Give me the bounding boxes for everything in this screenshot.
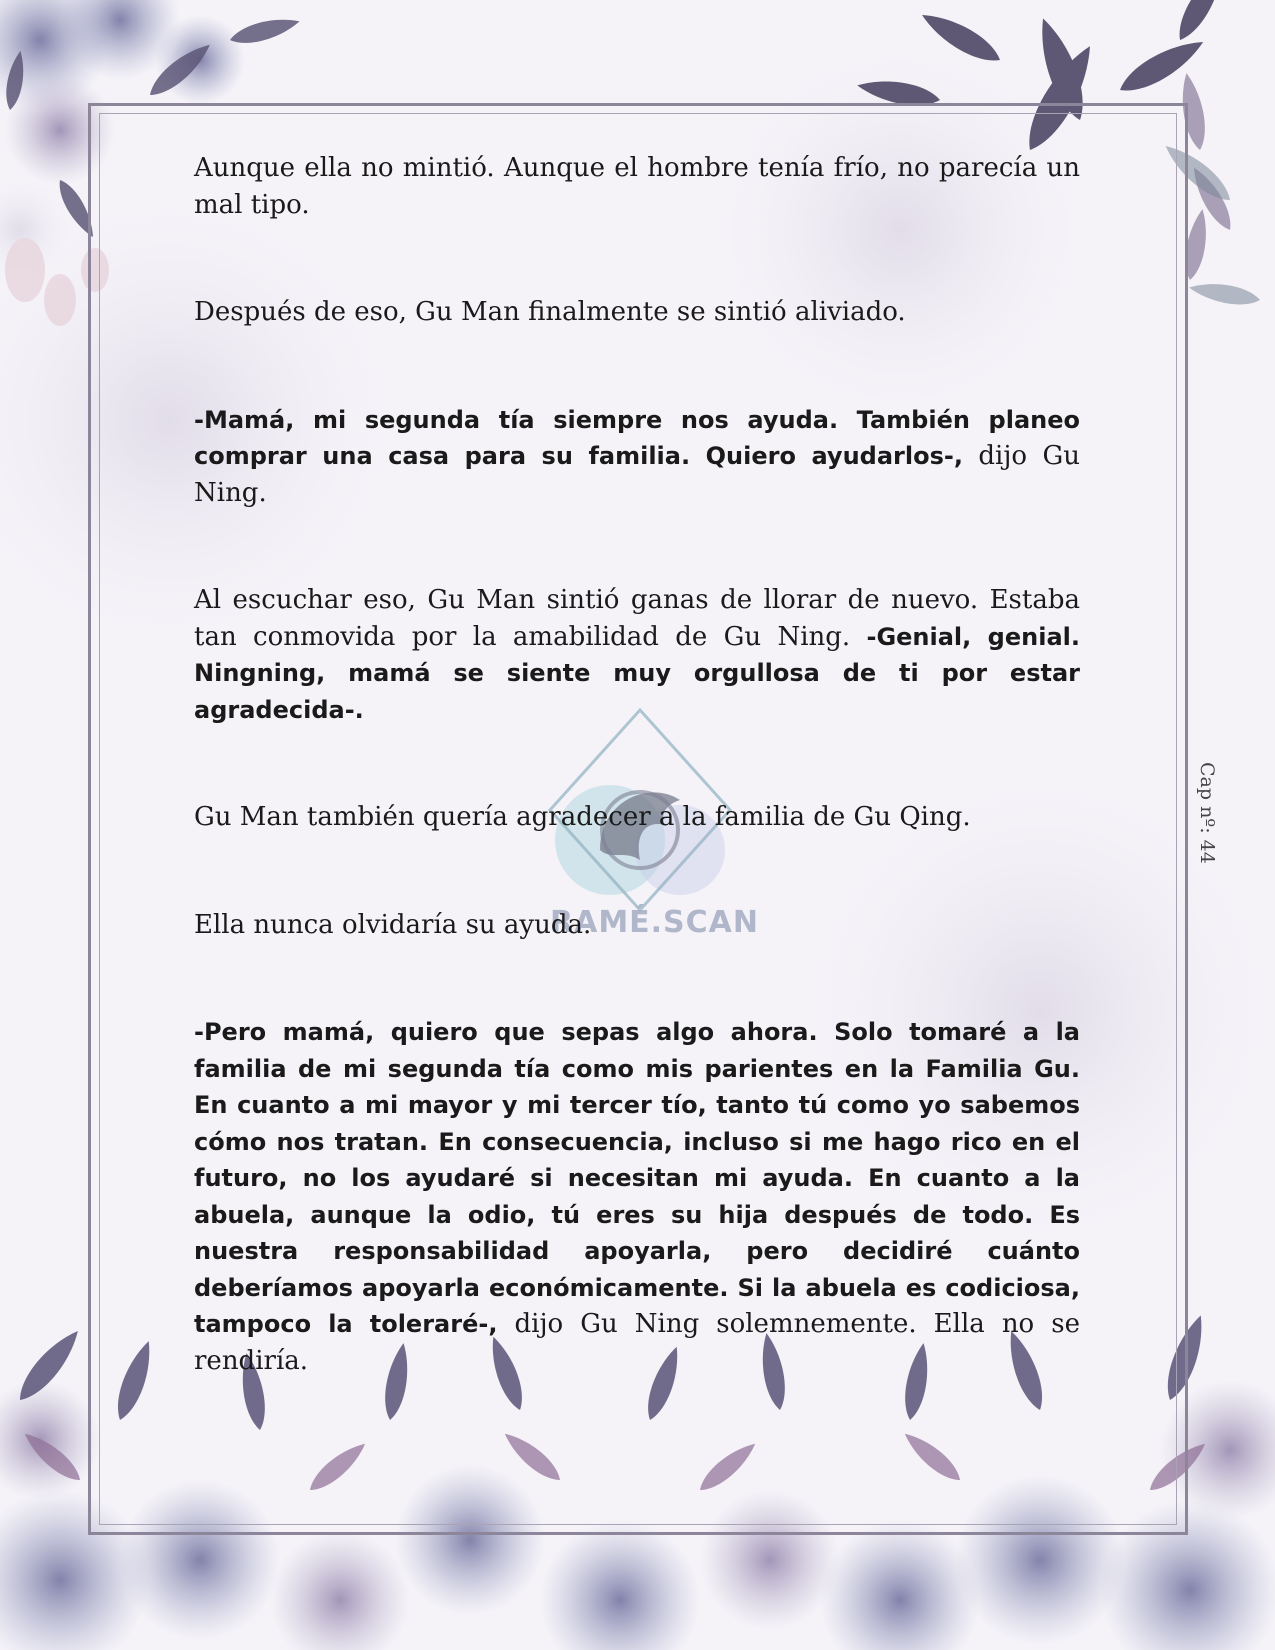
dialogue-text: -Genial, genial. Ningning, mamá se siente muy orgullosa de ti por estar agradecida-. (194, 622, 1080, 724)
paragraph (194, 1014, 1080, 1379)
watermark-text: RAMÉ.SCAN (550, 905, 760, 940)
narration-text: Aunque ella no mintió. Aunque el hombre tenía frío, no parecía un mal tipo. (194, 153, 1080, 220)
paragraph (194, 402, 1080, 512)
paragraph (194, 150, 1080, 223)
narration-text: Después de eso, Gu Man finalmente se sintió aliviado. (194, 297, 906, 327)
dialogue-text: -Pero mamá, quiero que sepas algo ahora. Solo tomaré a la familia de mi segunda tía como mis parientes en la Familia Gu. En cuanto a mi mayor y mi tercer tío, tanto tú como yo sabemos cómo nos tratan. En consecuencia, incluso si me hago rico en el futuro, no los ayudaré si necesitan mi ayuda. En cuanto a la abuela, aunque la odio, tú eres su hija después de todo. Es nuestra responsabilidad apoyarla, pero decidiré cuánto deberíamos apoyarla económicamente. Si la abuela es codiciosa, tampoco la toleraré-, (194, 1018, 1080, 1338)
dialogue-text: -Mamá, mi segunda tía siempre nos ayuda. También planeo comprar una casa para su familia. Quiero ayudarlos-, (194, 405, 1080, 470)
paragraph (194, 799, 1080, 836)
chapter-text (194, 150, 1080, 1379)
narration-text: Ella nunca olvidaría su ayuda. (194, 909, 592, 940)
narration-text: Al escuchar eso, Gu Man sintió ganas de llorar de nuevo. Estaba tan conmovida por la amabilidad de Gu Ning. (194, 585, 1080, 652)
paragraph (194, 582, 1080, 728)
chapter-label: Cap nº: 44 (1196, 762, 1218, 864)
narration-text: dijo Gu Ning solemnemente. Ella no se rendiría. (194, 1309, 1080, 1376)
paragraph (194, 294, 1080, 331)
narration-text: Gu Man también quería agradecer a la familia de Gu Qing. (194, 802, 971, 832)
paragraph (194, 907, 1080, 944)
narration-text: dijo Gu Ning. (194, 441, 1080, 508)
